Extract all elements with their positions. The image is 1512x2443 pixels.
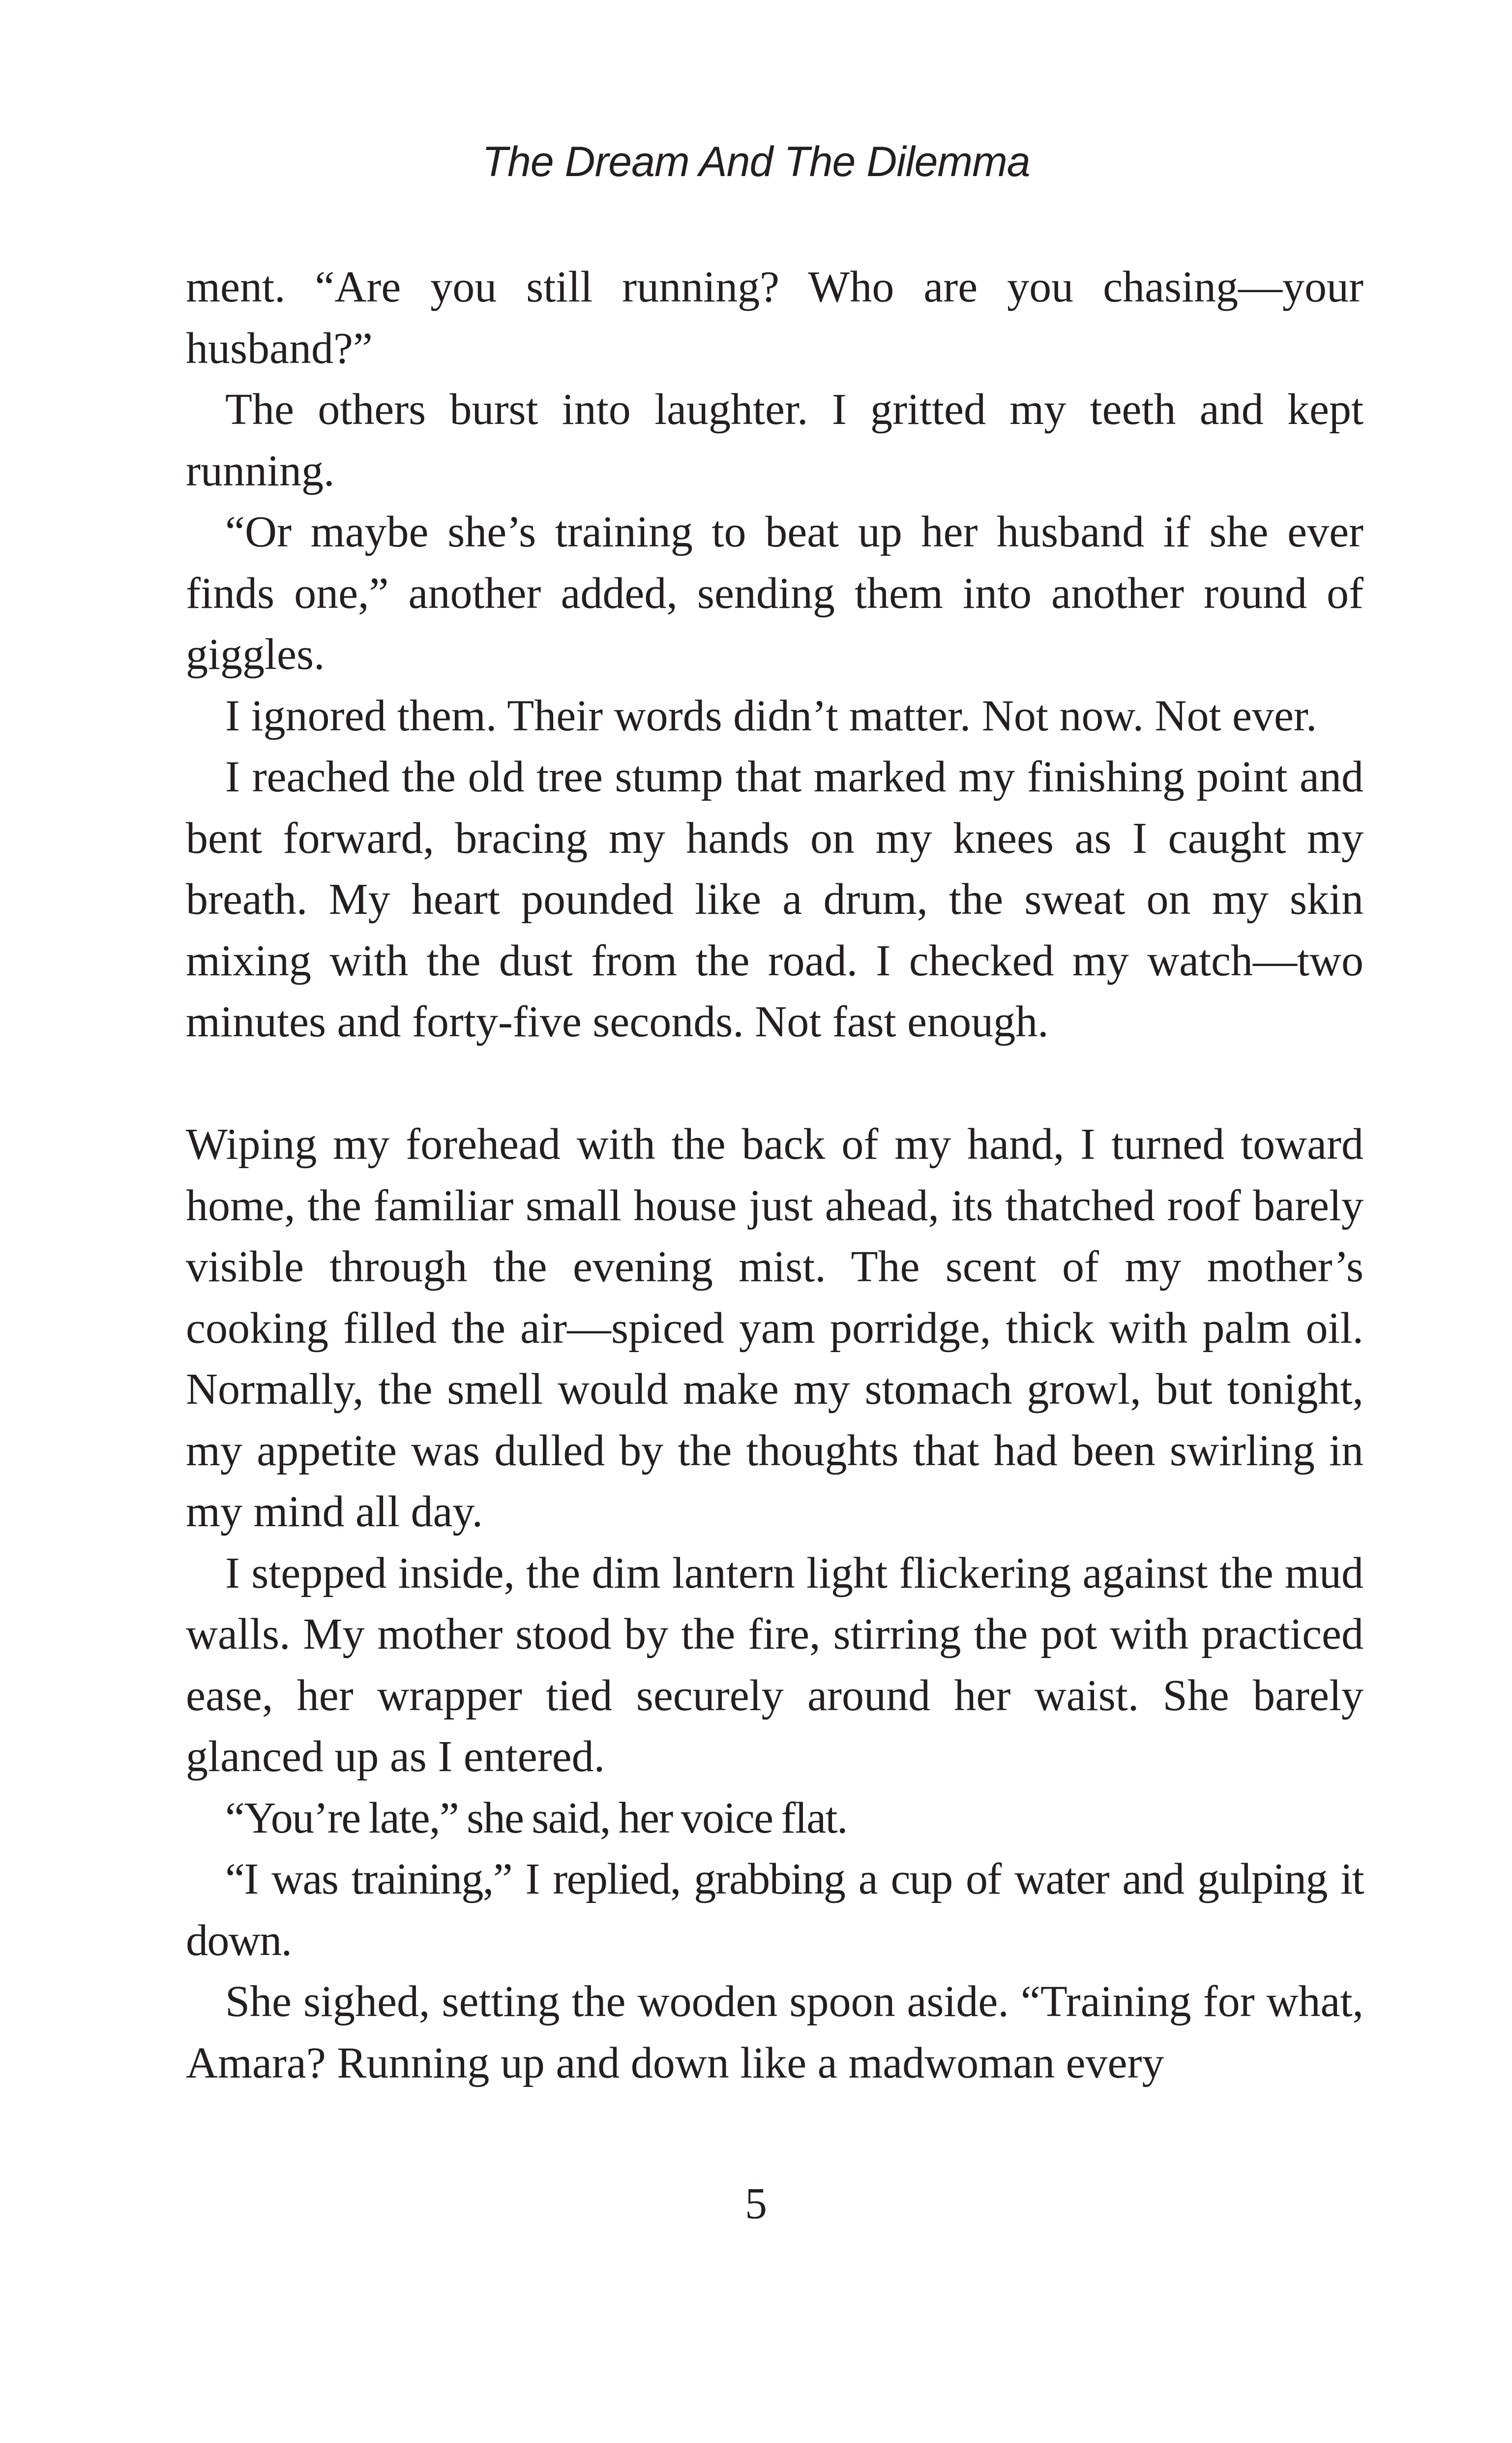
page-number: 5 [745, 2179, 767, 2228]
paragraph: ment. “Are you still running? Who are you chasing—your husband?” [186, 263, 1364, 373]
paragraph: She sighed, setting the wooden spoon aside. “Training for what, Amara? Running up and down like a madwoman every [186, 1977, 1364, 2087]
paragraph: I reached the old tree stump that marked my finishing point and bent forward, bracing my hands on my knees as I caught my breath. My heart pounded like a drum, the sweat on my skin mixing with the dust from the road. I checked my watch—two minutes and forty-five seconds. Not fast enough. [186, 753, 1364, 1046]
paragraph: I stepped inside, the dim lantern light flickering against the mud walls. My mother stood by the fire, stirring the pot with practiced ease, her wrapper tied securely around her waist. She barely glanced up as I entered. [186, 1548, 1364, 1781]
paragraph: “I was training,” I replied, grabbing a cup of water and gulping it down. [186, 1855, 1364, 1965]
running-head-title: The Dream And The Dilemma [482, 138, 1030, 185]
paragraph: “You’re late,” she said, her voice flat. [225, 1793, 847, 1842]
paragraph: I ignored them. Their words didn’t matter. Not now. Not ever. [225, 691, 1317, 740]
paragraph: “Or maybe she’s training to beat up her husband if she ever finds one,” another added, sending them into another round of giggles. [186, 508, 1364, 679]
paragraph: The others burst into laughter. I gritted my teeth and kept running. [186, 385, 1364, 495]
paragraph: Wiping my forehead with the back of my hand, I turned toward home, the familiar small house just ahead, its thatched roof barely visible through the evening mist. The scent of my mother’s cooking filled the air—spiced yam porridge, thick with palm oil. Normally, the smell would make my stomach growl, but tonight, my appetite was dulled by the thoughts that had been swirling in my mind all day. [186, 1120, 1364, 1536]
body-text [186, 257, 1364, 2094]
